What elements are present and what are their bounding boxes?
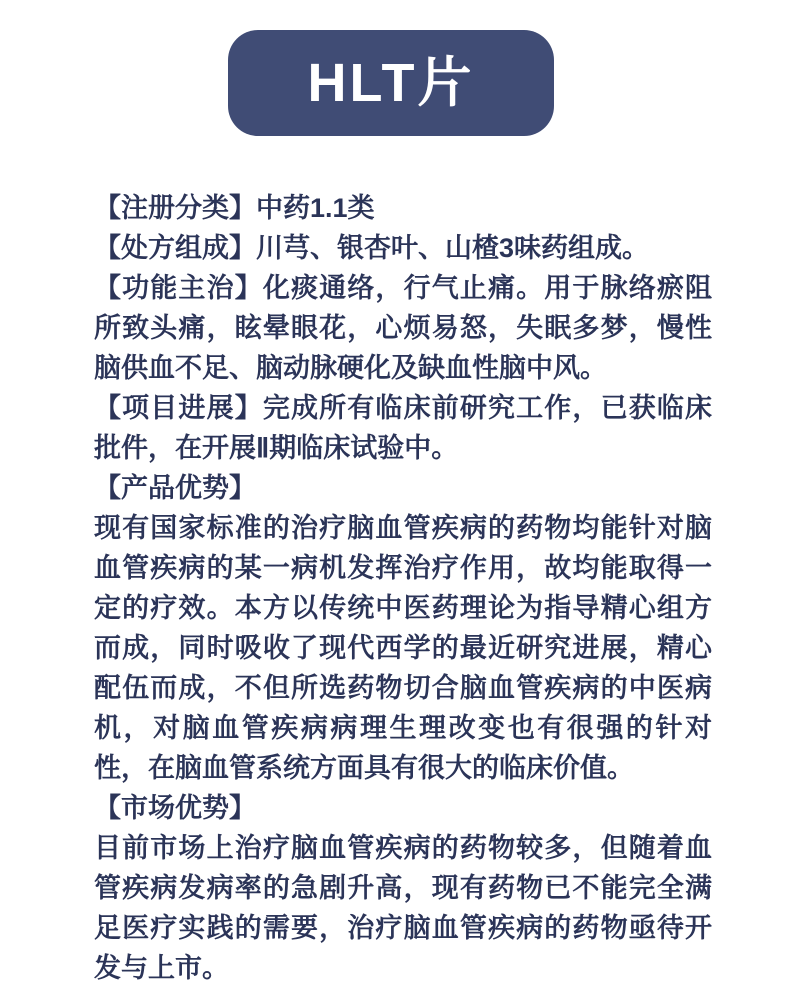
document-body	[94, 188, 712, 988]
paragraph-functions-indications	[94, 268, 712, 388]
section-text: 完成所有临床前研究工作，已获临床批件，在开展Ⅱ期临床试验中。	[94, 393, 713, 463]
paragraph-prescription-composition	[94, 228, 712, 268]
section-text: 川芎、银杏叶、山楂3味药组成。	[256, 233, 650, 263]
section-label: 【注册分类】	[94, 193, 256, 223]
product-title: HLT片	[307, 53, 475, 113]
paragraph-registration-class	[94, 188, 712, 228]
section-label: 【项目进展】	[94, 393, 263, 423]
paragraph-product-advantages-body	[94, 508, 712, 788]
section-text: 化痰通络，行气止痛。用于脉络瘀阻所致头痛，眩晕眼花，心烦易怒，失眠多梦，慢性脑供血不足、脑动脉硬化及缺血性脑中风。	[94, 273, 713, 383]
paragraph-market-advantages-body	[94, 828, 712, 988]
section-label: 【处方组成】	[94, 233, 256, 263]
heading-market-advantages	[94, 788, 712, 828]
section-label: 【产品优势】	[94, 473, 256, 503]
section-label: 【市场优势】	[94, 793, 256, 823]
product-title-badge	[228, 30, 554, 136]
paragraph-project-progress	[94, 388, 712, 468]
heading-product-advantages	[94, 468, 712, 508]
section-text: 现有国家标准的治疗脑血管疾病的药物均能针对脑血管疾病的某一病机发挥治疗作用，故均能取得一定的疗效。本方以传统中医药理论为指导精心组方而成，同时吸收了现代西学的最近研究进展，精心配伍而成，不但所选药物切合脑血管疾病的中医病机，对脑血管疾病病理生理改变也有很强的针对性，在脑血管系统方面具有很大的临床价值。	[94, 513, 712, 783]
section-text: 目前市场上治疗脑血管疾病的药物较多，但随着血管疾病发病率的急剧升高，现有药物已不能完全满足医疗实践的需要，治疗脑血管疾病的药物亟待开发与上市。	[94, 833, 712, 983]
section-text: 中药1.1类	[256, 193, 375, 223]
section-label: 【功能主治】	[94, 273, 263, 303]
